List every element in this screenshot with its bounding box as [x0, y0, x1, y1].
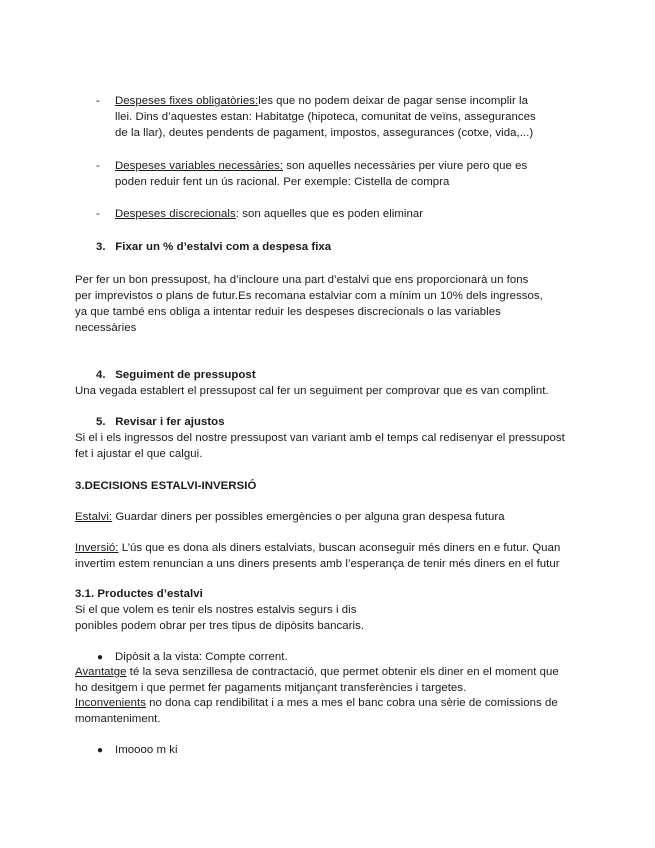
list-dash: - [96, 208, 100, 220]
term-avantatge: Avantatge [75, 666, 127, 678]
deposit-type-item: Dipòsit a la vista: Compte corrent. [115, 651, 288, 663]
definition-text: no dona cap rendibilitat i a mes a mes el banc cobra una sèrie de comissions de [145, 697, 558, 709]
paragraph-line: Una vegada establert el pressupost cal fer un seguiment per comprovar que es van complint. [75, 385, 549, 397]
definition-text: L’ús que es dona als diners estalviats, buscan aconseguir més diners en e futur. Quan [118, 542, 561, 554]
step-title: Seguiment de pressupost [115, 369, 256, 381]
bullet-dot: ● [97, 745, 104, 756]
step-number: 3. [96, 241, 106, 253]
paragraph-line: momanteniment. [75, 713, 161, 725]
section-heading: 3.DECISIONS ESTALVI-INVERSIÓ [75, 480, 257, 492]
paragraph-line: ho desitgem i que permet fer pagaments mitjançant transferències i targetes. [75, 682, 467, 694]
paragraph-line: Si el que volem es tenir els nostres estalvis segurs i dis [75, 604, 357, 616]
paragraph-line: ya que també ens obliga a intentar reduir les despeses discrecionals o las variables [75, 306, 501, 318]
list-dash: - [96, 95, 100, 107]
paragraph-line: ponibles podem obrar per tres tipus de dipòsits bancaris. [75, 620, 365, 632]
list-item-variable-expenses [115, 159, 527, 174]
term-discretionary-expenses: Despeses discrecionals [115, 208, 236, 220]
paragraph-line: necessàries [75, 322, 137, 334]
step-4-heading [96, 368, 256, 383]
paragraph-line: Si el i els ingressos del nostre pressupost van variant amb el temps cal redisenyar el pressupost [75, 432, 565, 444]
list-item-discretionary-expenses [115, 207, 423, 222]
term-estalvi: Estalvi: [75, 511, 113, 523]
step-title: Revisar i fer ajustos [115, 416, 225, 428]
subsection-heading: 3.1. Productes d’estalvi [75, 588, 203, 600]
definition-text: : son aquelles que es poden eliminar [235, 208, 424, 220]
paragraph-line: invertim estem renuncian a uns diners presents amb l’esperança de tenir més diners en el futur [75, 558, 560, 570]
step-number: 5. [96, 416, 106, 428]
list-item: Imoooo m ki [115, 744, 178, 756]
step-3-heading [96, 240, 331, 255]
step-title: Fixar un % d’estalvi com a despesa fixa [115, 241, 332, 253]
term-inconvenients: Inconvenients [75, 697, 146, 709]
step-5-heading [96, 415, 225, 430]
list-item-line: llei. Dins d’aquestes estan: Habitatge (hipoteca, comunitat de veïns, assegurances [115, 111, 536, 123]
definition-text: té la seva senzillesa de contractació, que permet obtenir els diner en el moment que [126, 666, 559, 678]
list-item-line: poden reduir fent un ús racional. Per exemple: Cistella de compra [115, 176, 450, 188]
inversio-definition [75, 541, 560, 556]
term-fixed-expenses: Despeses fixes obligatòries: [115, 95, 259, 107]
paragraph-line: Per fer un bon pressupost, ha d’incloure una part d’estalvi que ens proporcionarà un fons [75, 274, 529, 286]
step-number: 4. [96, 369, 106, 381]
list-item-line: de la llar), deutes pendents de pagament, impostos, assegurances (cotxe, vida,...) [115, 127, 534, 139]
advantage-line [75, 665, 559, 680]
list-item-fixed-expenses [115, 94, 528, 109]
estalvi-definition [75, 510, 505, 525]
term-inversio: Inversió: [75, 542, 119, 554]
bullet-dot: ● [97, 652, 104, 663]
definition-text: Guardar diners per possibles emergències o per alguna gran despesa futura [112, 511, 505, 523]
list-dash: - [96, 160, 100, 172]
disadvantage-line [75, 696, 558, 711]
definition-text: son aquelles necessàries per viure pero que es [283, 160, 528, 172]
paragraph-line: fet i ajustar el que calgui. [75, 448, 203, 460]
term-variable-expenses: Despeses variables necessàries: [115, 160, 284, 172]
definition-text: les que no podem deixar de pagar sense incomplir la [258, 95, 528, 107]
paragraph-line: per imprevistos o plans de futur.Es recomana estalviar com a mínim un 10% dels ingressos, [75, 290, 543, 302]
